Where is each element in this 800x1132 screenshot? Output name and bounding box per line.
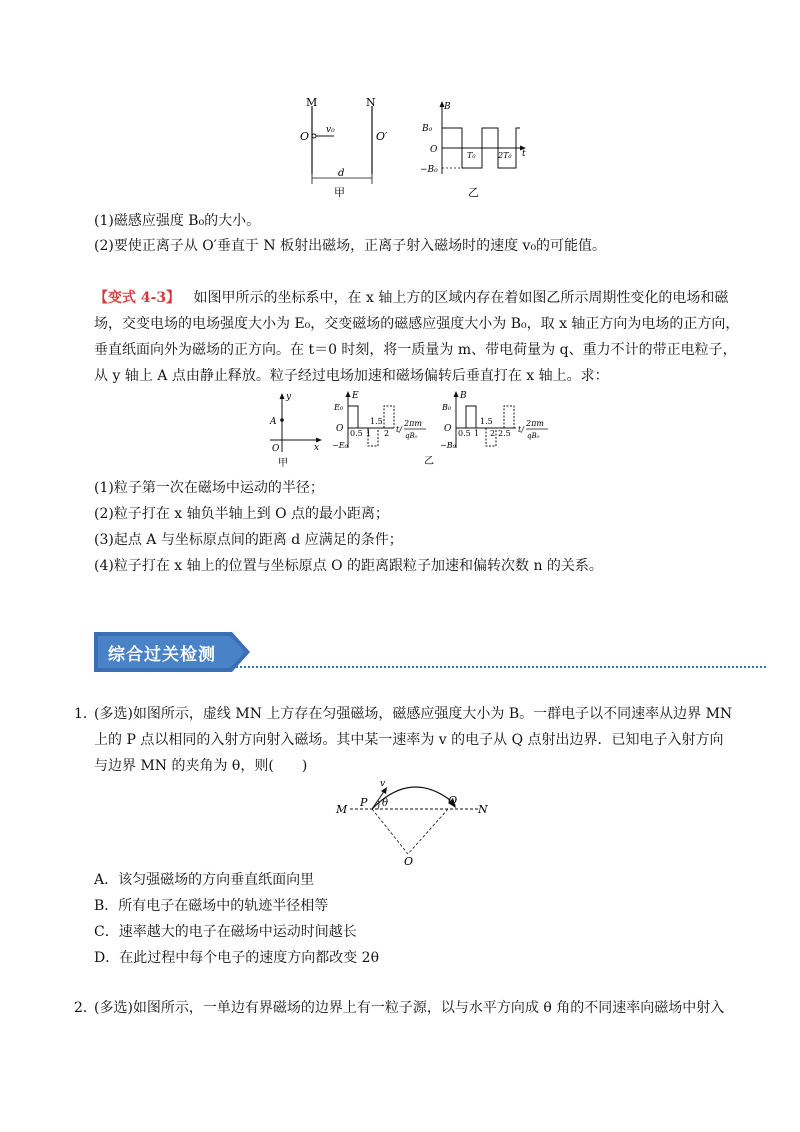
variant-tag: 【变式 4-3】 <box>94 290 181 306</box>
label-O: O <box>404 855 414 866</box>
label-N: N <box>478 803 488 816</box>
caption-jia: 甲 <box>334 186 345 199</box>
magnetic-field-figure <box>330 776 500 866</box>
label-E0: E₀ <box>334 403 344 412</box>
label-y: y <box>286 392 292 402</box>
option-d[interactable]: D．在此过程中每个电子的速度方向都改变 2θ <box>94 950 380 966</box>
label-O: O <box>272 444 280 454</box>
label-B: B <box>460 391 467 401</box>
variant-part-1: (1)粒子第一次在磁场中运动的半径； <box>94 480 324 496</box>
tick-label: 2 <box>384 429 390 438</box>
variant-part-3: (3)起点 A 与坐标原点间的距离 d 应满足的条件； <box>94 532 403 548</box>
section-title: 综合过关检测 <box>108 645 216 665</box>
plates-figure <box>290 92 400 202</box>
label-v: v <box>380 779 386 789</box>
e-t-graph <box>332 388 442 468</box>
label-t-unit: t/ <box>518 425 524 434</box>
tick-label: 1 <box>474 429 480 438</box>
label-x: x <box>314 443 320 453</box>
tick-label: 1.5 <box>370 417 383 426</box>
q1-text-2: 上的 P 点以相同的入射方向射入磁场。其中某一速率为 v 的电子从 Q 点射出边界．已知电子入射方向 <box>94 732 724 748</box>
label-O: O <box>336 424 344 434</box>
option-b[interactable]: B．所有电子在磁场中的轨迹半径相等 <box>94 898 329 914</box>
frac-numerator: 2πm <box>526 419 544 428</box>
label-N: N <box>366 96 376 109</box>
tick-label: 0.5 <box>350 429 363 438</box>
label-t: t <box>522 149 526 159</box>
q1-text-3: 与边界 MN 的夹角为 θ，则( ) <box>94 758 308 774</box>
label-2T0: 2T₀ <box>498 151 512 160</box>
tick-label: 1.5 <box>480 417 493 426</box>
label-M: M <box>306 96 318 109</box>
label-B: B <box>444 102 451 112</box>
tick-label: 2 <box>490 429 496 438</box>
caption-yi: 乙 <box>424 456 434 467</box>
frac-denominator: qB₀ <box>527 432 540 440</box>
b-t-graph-variant <box>440 388 560 468</box>
question-number: 1． <box>74 706 97 722</box>
frac-denominator: qB₀ <box>405 432 418 440</box>
label-O-prime: O′ <box>376 130 388 143</box>
label-neg-B0: −B₀ <box>440 441 456 450</box>
label-B0: B₀ <box>422 124 433 134</box>
tick-label: 2.5 <box>498 429 511 438</box>
caption-yi: 乙 <box>468 186 479 199</box>
question-part-1: (1)磁感应强度 B₀的大小。 <box>94 213 261 229</box>
tick-label: 0.5 <box>458 429 471 438</box>
b-t-graph <box>420 98 530 202</box>
variant-text-3: 垂直纸面向外为磁场的正方向。在 t＝0 时刻，将一质量为 m、带电荷量为 q、重力不计的带正电粒子， <box>94 342 737 358</box>
coordinate-figure <box>262 388 332 468</box>
label-M: M <box>336 803 348 816</box>
label-P: P <box>360 796 368 809</box>
variant-text-2: 场，交变电场的电场强度大小为 E₀，交变磁场的磁感应强度大小为 B₀，取 x 轴正方向为电场的正方向， <box>94 316 740 332</box>
label-T0: T₀ <box>467 151 476 160</box>
variant-part-4: (4)粒子打在 x 轴上的位置与坐标原点 O 的距离跟粒子加速和偏转次数 n 的关系。 <box>94 558 603 574</box>
question-part-2: (2)要使正离子从 O′垂直于 N 板射出磁场，正离子射入磁场时的速度 v₀的可能值。 <box>94 238 607 254</box>
variant-text-4: 从 y 轴上 A 点由静止释放。粒子经过电场加速和磁场偏转后垂直打在 x 轴上。求： <box>94 368 609 384</box>
variant-part-2: (2)粒子打在 x 轴负半轴上到 O 点的最小距离； <box>94 506 390 522</box>
label-neg-B0: −B₀ <box>420 165 438 175</box>
question-number: 2． <box>74 1000 97 1016</box>
variant-text-1: 如图甲所示的坐标系中，在 x 轴上方的区域内存在着如图乙所示周期性变化的电场和磁 <box>193 290 729 306</box>
variant-first-line <box>94 288 728 308</box>
label-B0: B₀ <box>442 403 452 412</box>
label-O: O <box>444 424 452 434</box>
label-theta: θ <box>382 798 389 809</box>
q2-text-1: (多选)如图所示，一单边有界磁场的边界上有一粒子源，以与水平方向成 θ 角的不同速率向磁场中射入 <box>94 1000 725 1016</box>
label-d: d <box>338 168 345 179</box>
label-O: O <box>430 145 438 155</box>
label-v0: v₀ <box>326 125 335 135</box>
option-a[interactable]: A．该匀强磁场的方向垂直纸面向里 <box>94 872 315 888</box>
label-O: O <box>300 130 310 143</box>
label-t-unit: t/ <box>396 425 402 434</box>
label-E: E <box>352 391 359 401</box>
label-Q: Q <box>448 794 458 807</box>
tick-label: 1 <box>366 429 372 438</box>
label-neg-E0: −E₀ <box>332 441 348 450</box>
option-c[interactable]: C．速率越大的电子在磁场中运动时间越长 <box>94 924 357 940</box>
frac-numerator: 2πm <box>404 419 422 428</box>
label-A: A <box>270 417 277 427</box>
q1-text-1: (多选)如图所示，虚线 MN 上方存在匀强磁场，磁感应强度大小为 B。一群电子以不同速率从边界 MN <box>94 706 733 722</box>
section-divider <box>232 666 766 668</box>
caption-jia: 甲 <box>278 458 288 468</box>
